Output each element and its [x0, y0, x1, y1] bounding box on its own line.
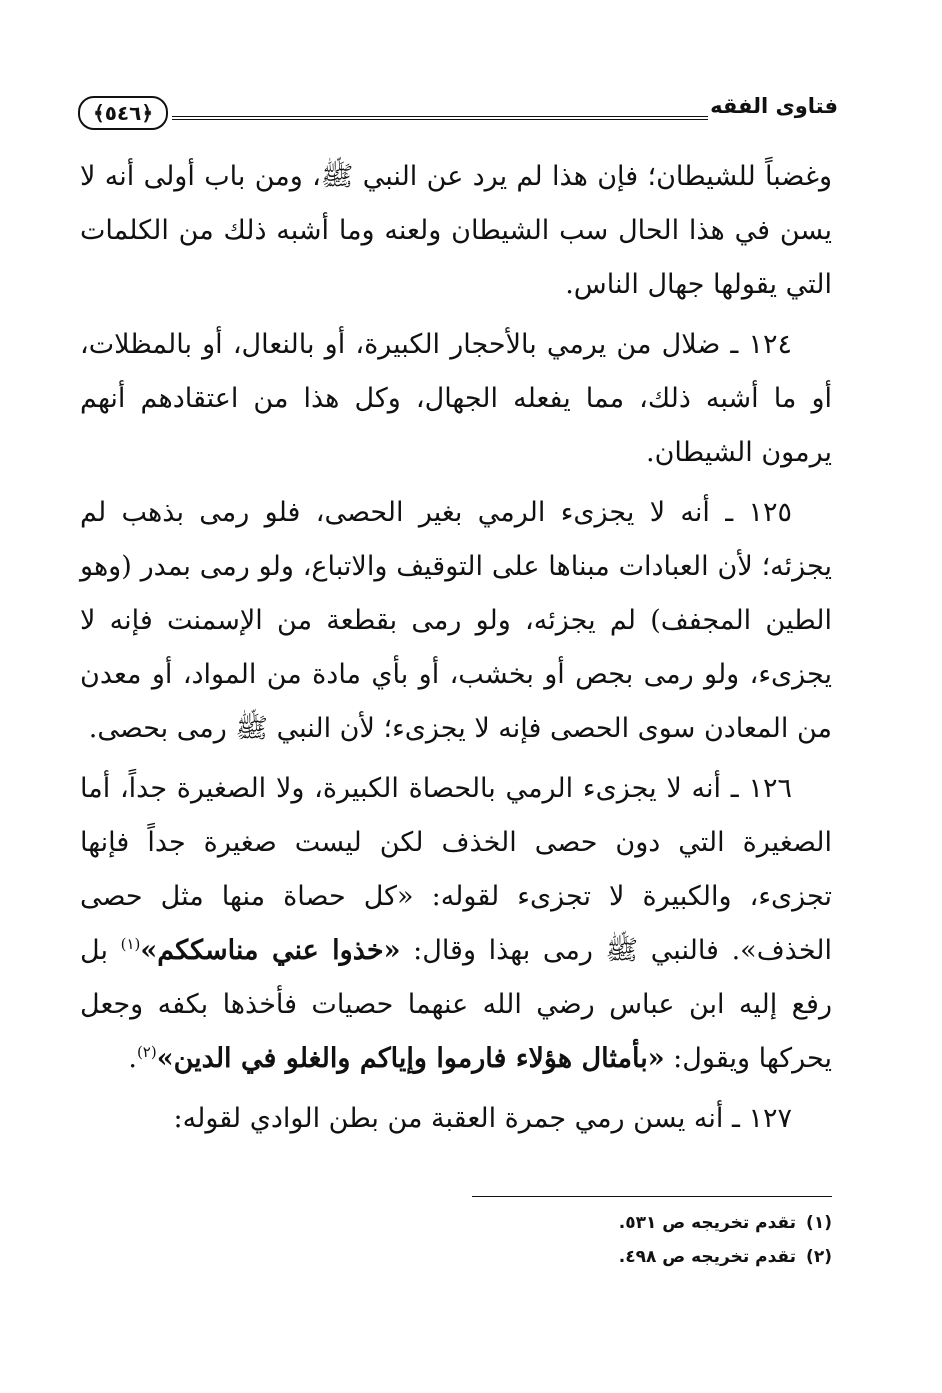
paragraph-126-text-3: . — [128, 1043, 137, 1074]
paragraph-126-text-1: ١٢٦ ـ أنه لا يجزىء الرمي بالحصاة الكبيرة، ولا الصغيرة جداً، أما الصغيرة التي دون حصى الخذف لكن ليست صغيرة جداً فإنها تجزىء، والكبيرة لا تجزىء لقوله: «كل حصاة منها مثل حصى الخذف». فالنبي ﷺ رمى بهذا وقال: — [80, 773, 833, 966]
paragraph-126 — [80, 762, 832, 1086]
page-number: ﴿٥٤٦﴾ — [78, 96, 168, 130]
footnote-text: تقدم تخريجه ص ٤٩٨. — [618, 1247, 797, 1267]
page-header — [78, 92, 838, 132]
paragraph-continuation: وغضباً للشيطان؛ فإن هذا لم يرد عن النبي ﷺ، ومن باب أولى أنه لا يسن في هذا الحال سب الشيطان ولعنه وما أشبه ذلك من الكلمات التي يقولها جهال الناس. — [80, 161, 832, 300]
paragraph-125: ١٢٥ ـ أنه لا يجزىء الرمي بغير الحصى، فلو رمى بذهب لم يجزئه؛ لأن العبادات مبناها على التوقيف والاتباع، ولو رمى بمدر (وهو الطين المجفف) لم يجزئه، ولو رمى بقطعة من الإسمنت فإنه لا يجزىء، ولو رمى بجص أو بخشب، أو بأي مادة من المواد، أو معدن من المعادن سوى الحصى فإنه لا يجزىء؛ لأن النبي ﷺ رمى بحصى. — [80, 497, 832, 744]
paragraph-127: ١٢٧ ـ أنه يسن رمي جمرة العقبة من بطن الوادي لقوله: — [173, 1103, 792, 1134]
footnote-ref-2: (٢) — [136, 1043, 157, 1061]
running-title: فتاوى الفقه — [710, 94, 838, 118]
footnote-ref-1: (١) — [120, 935, 141, 953]
footnote-number: (١) — [806, 1213, 832, 1233]
footnote-separator — [472, 1196, 832, 1197]
footnotes — [232, 1206, 832, 1274]
footnote-text: تقدم تخريجه ص ٥٣١. — [618, 1213, 797, 1233]
paragraph-124: ١٢٤ ـ ضلال من يرمي بالأحجار الكبيرة، أو بالنعال، أو بالمظلات، أو ما أشبه ذلك، مما يفعله الجهال، وكل هذا من اعتقادهم أنهم يرمون الشيطان. — [80, 329, 832, 468]
hadith-quote-2: «بأمثال هؤلاء فارموا وإياكم والغلو في الدين» — [156, 1043, 665, 1074]
paragraph-126-text-2: بل رفع إليه ابن عباس رضي الله عنهما حصيات فأخذها بكفه وجعل يحركها ويقول: — [80, 935, 832, 1074]
footnote-2 — [232, 1240, 832, 1274]
footnote-1 — [232, 1206, 832, 1240]
main-text — [80, 150, 832, 1152]
header-rule — [172, 116, 708, 120]
footnote-number: (٢) — [806, 1247, 832, 1267]
hadith-quote-1: «خذوا عني مناسككم» — [140, 935, 401, 966]
